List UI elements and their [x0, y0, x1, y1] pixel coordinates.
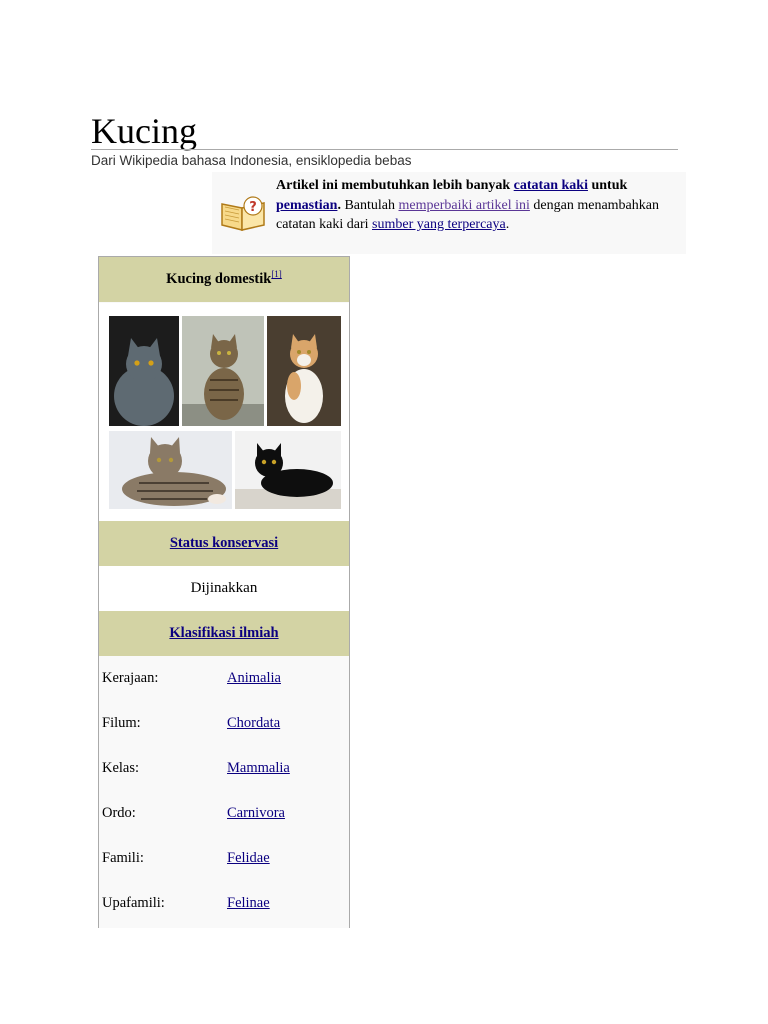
conservation-status-value: Dijinakkan: [99, 566, 349, 611]
verification-link[interactable]: pemastian: [276, 197, 338, 213]
taxonomy-value-link[interactable]: Felidae: [227, 850, 270, 866]
title-divider: [91, 149, 678, 150]
scientific-classification-link[interactable]: Klasifikasi ilmiah: [169, 625, 279, 641]
taxonomy-row-phylum: [102, 715, 346, 737]
notice-text-part: untuk: [587, 178, 628, 193]
notice-text-part: dengan menambahkan catatan kaki dari: [276, 197, 659, 232]
lying-tabby-cat-photo[interactable]: [109, 431, 232, 509]
notice-text: [276, 176, 676, 235]
infobox-title: [99, 257, 349, 302]
svg-text:?: ?: [249, 200, 257, 215]
black-cat-photo[interactable]: [235, 431, 341, 509]
taxonomy-label: Famili:: [102, 850, 144, 866]
grey-cat-photo[interactable]: [109, 316, 179, 426]
improve-article-link[interactable]: memperbaiki artikel ini: [398, 197, 530, 213]
taxonomy-row-kingdom: [102, 670, 346, 692]
taxonomy-label: Upafamili:: [102, 895, 165, 911]
page-subtitle: Dari Wikipedia bahasa Indonesia, ensiklopedia bebas: [91, 153, 412, 168]
taxonomy-value-link[interactable]: Chordata: [227, 715, 281, 731]
taxonomy-label: Kelas:: [102, 760, 140, 776]
taxonomy-value-link[interactable]: Felinae: [227, 895, 270, 911]
question-book-icon: [218, 194, 268, 232]
reliable-sources-link[interactable]: sumber yang terpercaya: [372, 217, 506, 232]
infobox-reference-link[interactable]: [1]: [271, 269, 282, 279]
orange-white-cat-photo[interactable]: [267, 316, 341, 426]
notice-text-part: .: [505, 217, 510, 232]
conservation-status-link[interactable]: Status konservasi: [169, 535, 279, 551]
conservation-status-header: [99, 521, 349, 566]
scientific-classification-header: [99, 611, 349, 656]
notice-text-part: Bantulah: [344, 197, 399, 213]
taxonomy-row-order: [102, 805, 346, 827]
taxonomy-label: Kerajaan:: [102, 670, 159, 686]
citation-notice-box: [212, 172, 686, 254]
taxonomy-row-family: [102, 850, 346, 872]
footnotes-link[interactable]: catatan kaki: [513, 178, 588, 193]
infobox-title-text: Kucing domestik: [166, 271, 272, 287]
notice-text-part: Artikel ini membutuhkan lebih banyak: [276, 178, 514, 193]
notice-text-part: .: [337, 197, 345, 213]
tabby-cat-photo[interactable]: [182, 316, 264, 426]
page-title: Kucing: [91, 111, 197, 151]
taxonomy-label: Filum:: [102, 715, 141, 731]
species-infobox: [98, 256, 350, 928]
taxonomy-value-link[interactable]: Carnivora: [227, 805, 285, 821]
taxonomy-label: Ordo:: [102, 805, 136, 821]
taxonomy-value-link[interactable]: Animalia: [227, 670, 281, 686]
taxonomy-row-class: [102, 760, 346, 782]
taxonomy-row-subfamily: [102, 895, 346, 917]
taxonomy-value-link[interactable]: Mammalia: [227, 760, 290, 776]
cat-photo-collage: [99, 303, 349, 521]
